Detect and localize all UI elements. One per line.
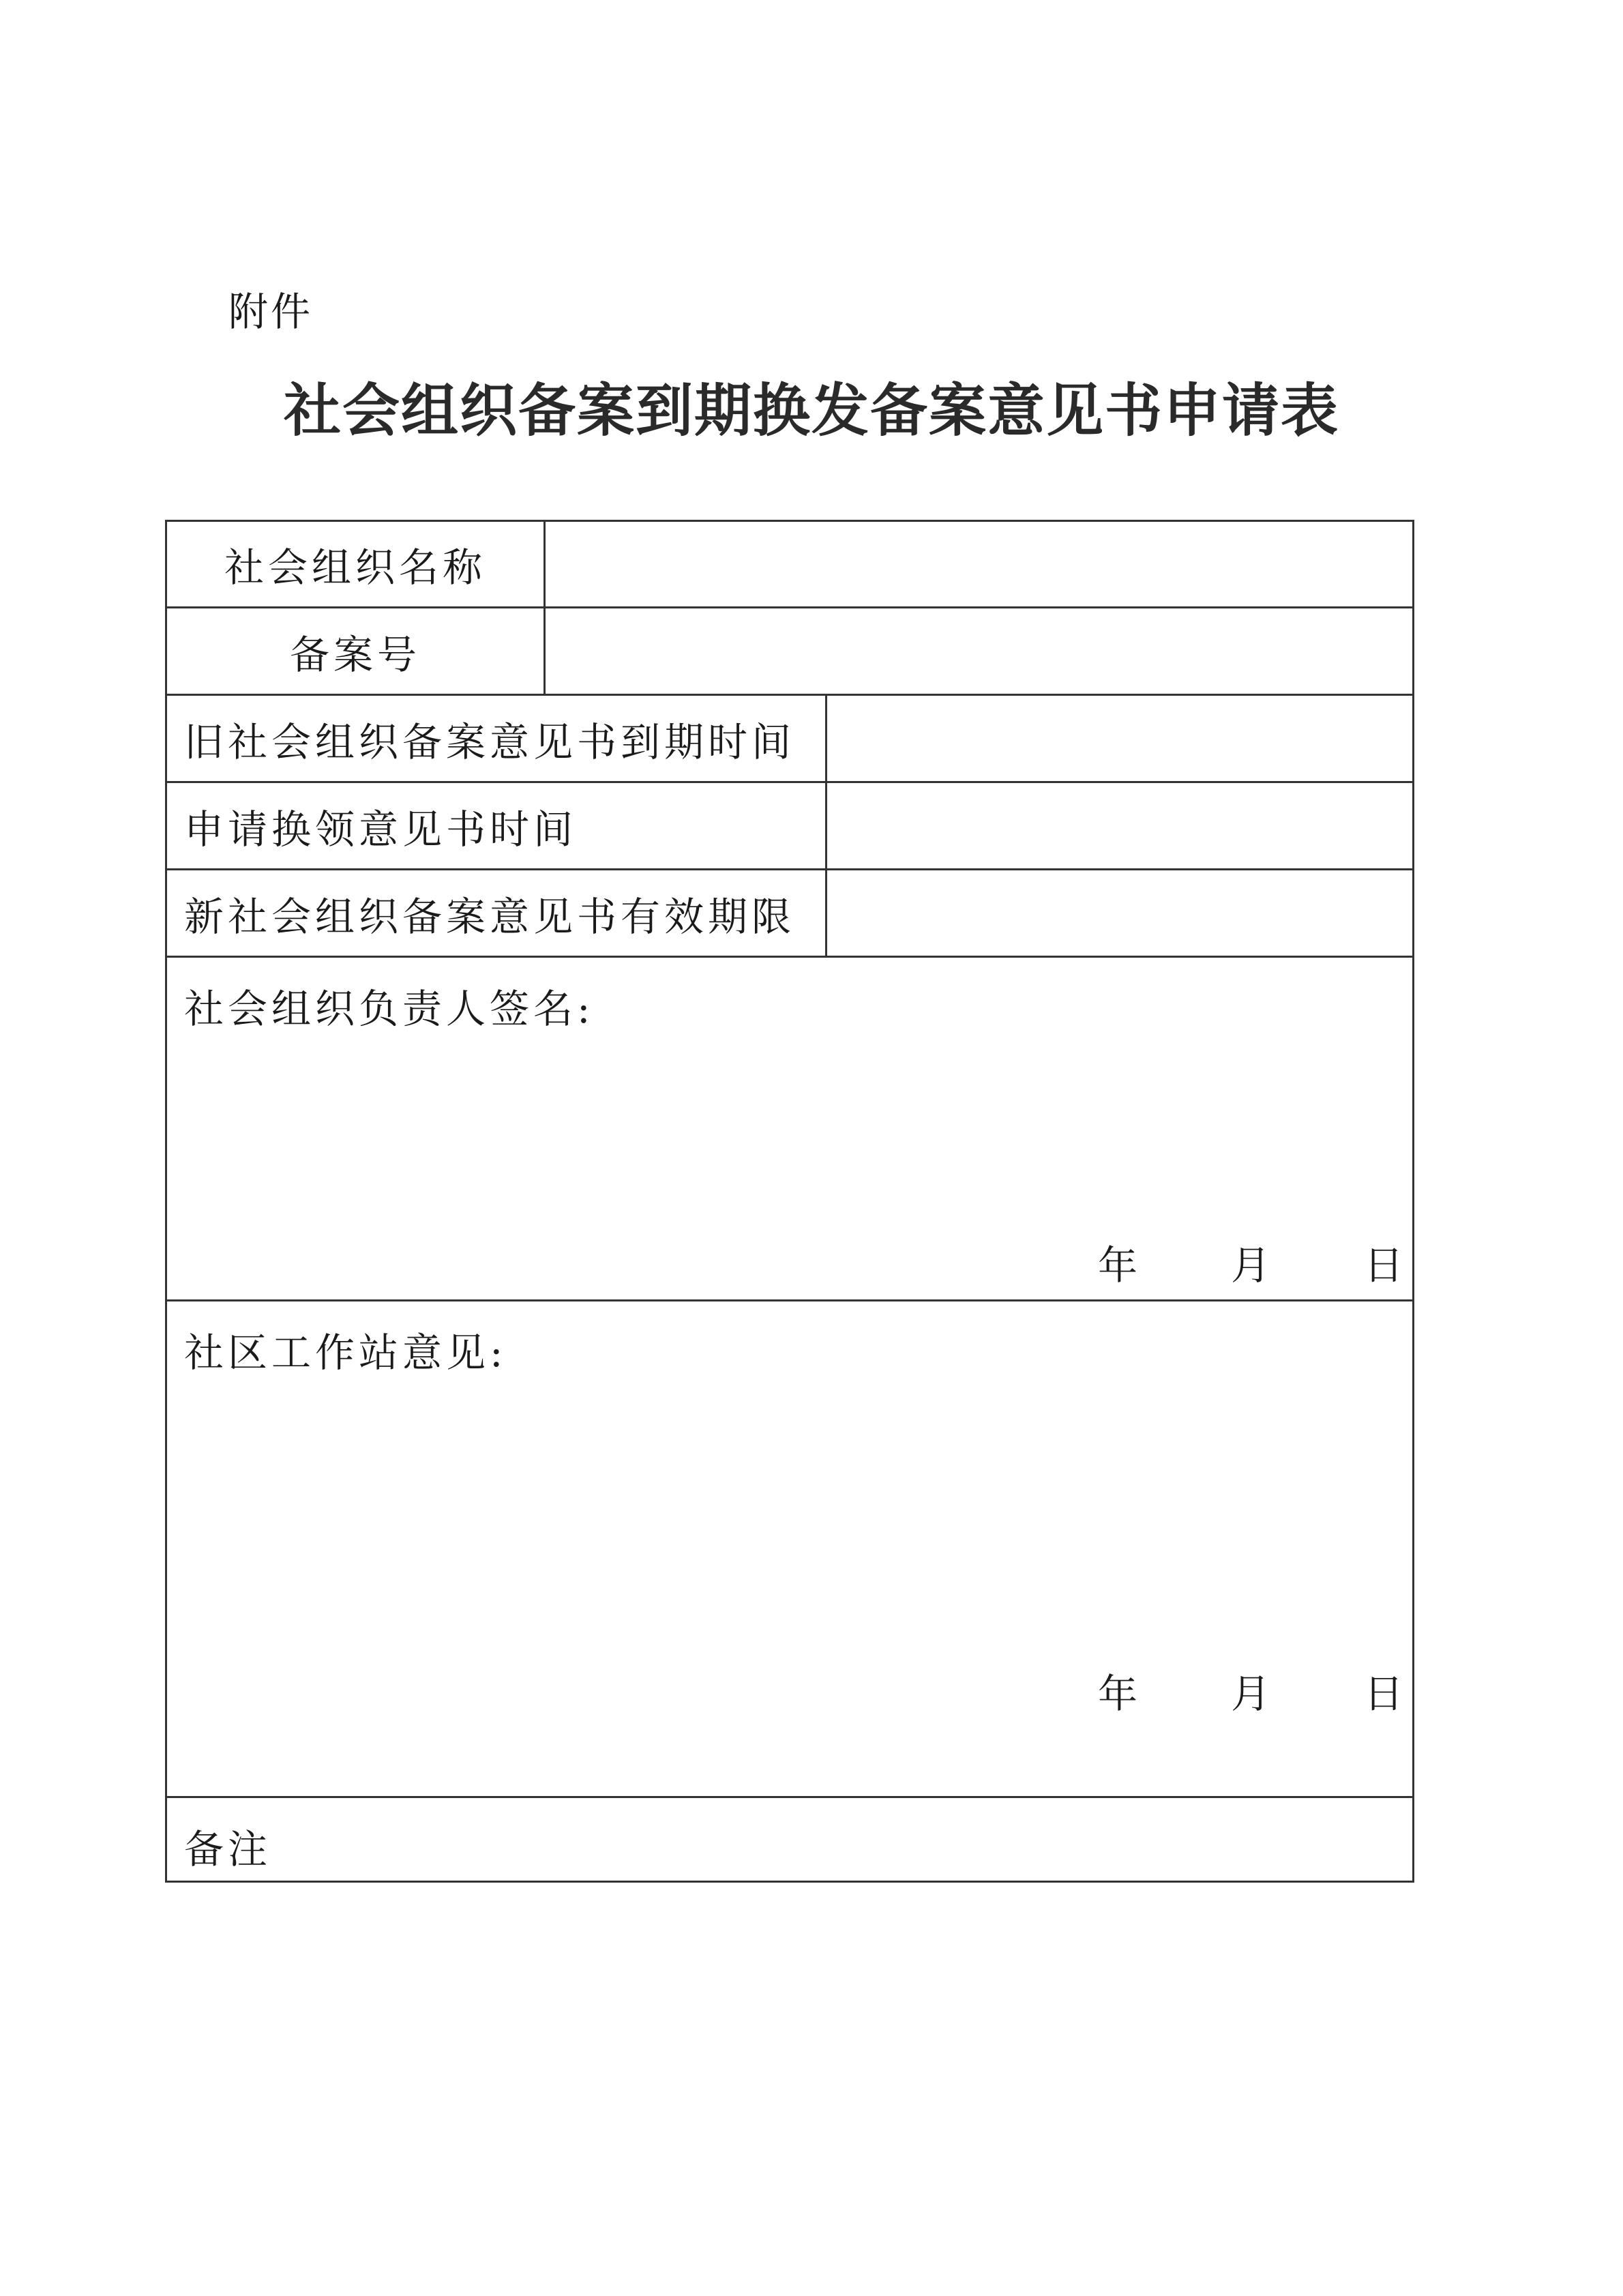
org-name-label: 社会组织名称 [167,522,546,606]
row-org-name [167,522,1412,608]
old-expiry-label: 旧社会组织备案意见书到期时间 [167,696,827,781]
remarks-label: 备注 [184,1826,272,1872]
signature-date-year: 年 [1098,1242,1138,1289]
row-record-no [167,608,1412,696]
row-signature[interactable] [167,958,1412,1301]
row-apply-time [167,783,1412,870]
signature-date-month: 月 [1231,1242,1271,1289]
signature-label: 社会组织负责人签名: [184,986,595,1032]
row-new-validity [167,870,1412,958]
new-validity-label: 新社会组织备案意见书有效期限 [167,870,827,956]
row-old-expiry [167,696,1412,783]
opinion-date-month: 月 [1231,1671,1271,1717]
opinion-date-day: 日 [1364,1671,1404,1717]
attachment-label: 附件 [228,289,314,335]
row-community-opinion[interactable] [167,1301,1412,1798]
apply-time-label: 申请换领意见书时间 [167,783,827,868]
opinion-date-year: 年 [1098,1671,1138,1717]
record-no-label: 备案号 [167,608,546,694]
signature-date-day: 日 [1364,1242,1404,1289]
row-remarks[interactable] [167,1798,1412,1881]
old-expiry-field[interactable] [827,696,1412,781]
org-name-field[interactable] [546,522,1412,606]
new-validity-field[interactable] [827,870,1412,956]
application-form [165,520,1414,1883]
community-opinion-label: 社区工作站意见: [184,1329,507,1376]
apply-time-field[interactable] [827,783,1412,868]
page-title: 社会组织备案到期换发备案意见书申请表 [283,377,1339,444]
record-no-field[interactable] [546,608,1412,694]
